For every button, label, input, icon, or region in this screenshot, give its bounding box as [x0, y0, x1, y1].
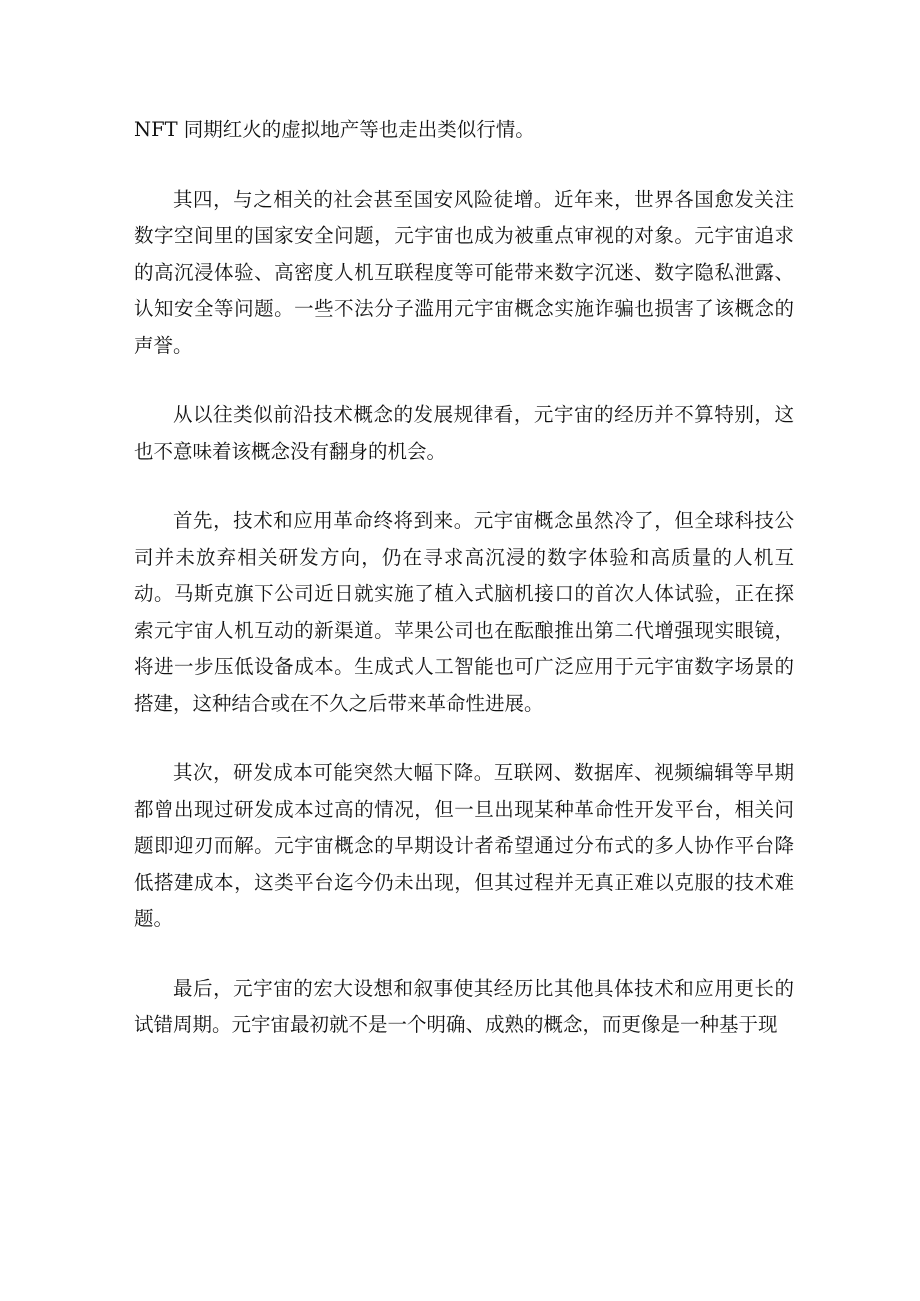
paragraph-first-technology: 首先，技术和应用革命终将到来。元宇宙概念虽然冷了，但全球科技公司并未放弃相关研发方向，仍在寻求高沉浸的数字体验和高质量的人机互动。马斯克旗下公司近日就实施了植入式脑机接口的首次人体试验，正在探索元宇宙人机互动的新渠道。苹果公司也在酝酿推出第二代增强现实眼镜，将进一步压低设备成本。生成式人工智能也可广泛应用于元宇宙数字场景的搭建，这种结合或在不久之后带来革命性进展。	[134, 509, 794, 715]
article-body	[134, 112, 794, 1077]
paragraph-continued: NFT 同期红火的虚拟地产等也走出类似行情。	[134, 118, 535, 141]
paragraph-development-pattern: 从以往类似前沿技术概念的发展规律看，元宇宙的经历并不算特别，这也不意味着该概念没有翻身的机会。	[134, 403, 794, 463]
paragraph-second-cost: 其次，研发成本可能突然大幅下降。互联网、数据库、视频编辑等早期都曾出现过研发成本过高的情况，但一旦出现某种革命性开发平台，相关问题即迎刃而解。元宇宙概念的早期设计者希望通过分布式的多人协作平台降低搭建成本，这类平台迄今仍未出现，但其过程并无真正难以克服的技术难题。	[134, 761, 794, 930]
paragraph-last-trial: 最后，元宇宙的宏大设想和叙事使其经历比其他具体技术和应用更长的试错周期。元宇宙最初就不是一个明确、成熟的概念，而更像是一种基于现	[134, 976, 794, 1036]
paragraph-fourth-risk: 其四，与之相关的社会甚至国安风险徒增。近年来，世界各国愈发关注数字空间里的国家安全问题，元宇宙也成为被重点审视的对象。元宇宙追求的高沉浸体验、高密度人机互联程度等可能带来数字沉迷、数字隐私泄露、认知安全等问题。一些不法分子滥用元宇宙概念实施诈骗也损害了该概念的声誉。	[134, 187, 794, 357]
